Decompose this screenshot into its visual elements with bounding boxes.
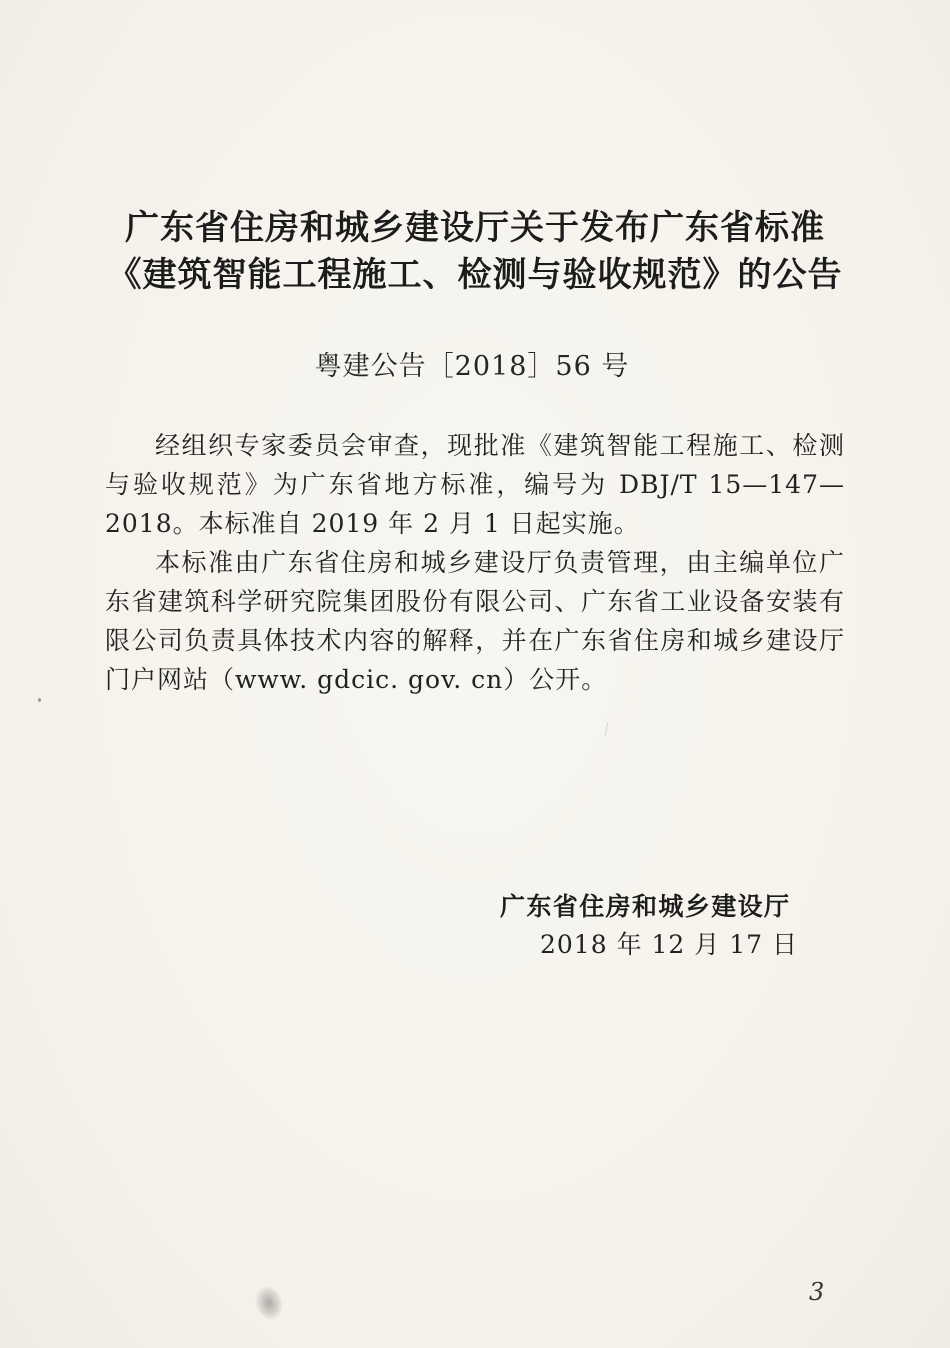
issuing-organization: 广东省住房和城乡建设厅 (500, 892, 791, 921)
signature-block (500, 888, 820, 964)
announcement-title (0, 205, 950, 299)
paragraph-line: 东省建筑科学研究院集团股份有限公司、广东省工业设备安装有 (105, 587, 845, 616)
paragraph-line: 2018。本标准自 2019 年 2 月 1 日起实施。 (105, 509, 640, 538)
paragraph-line: 门户网站（www. gdcic. gov. cn）公开。 (105, 665, 608, 694)
paragraph-line: 经组织专家委员会审查，现批准《建筑智能工程施工、检测 (155, 431, 845, 460)
issue-date: 2018 年 12 月 17 日 (540, 930, 798, 959)
document-number: 粤建公告［2018］56 号 (314, 351, 630, 382)
scan-speck (38, 698, 41, 702)
paragraph-2 (105, 543, 845, 699)
scan-smudge (252, 1283, 286, 1323)
announcement-body (105, 426, 845, 699)
title-line-2: 《建筑智能工程施工、检测与验收规范》的公告 (107, 255, 843, 295)
paragraph-line: 限公司负责具体技术内容的解释，并在广东省住房和城乡建设厅 (105, 626, 845, 655)
scan-faint-mark (605, 722, 609, 736)
paragraph-1 (105, 426, 845, 543)
paragraph-line: 本标准由广东省住房和城乡建设厅负责管理，由主编单位广 (155, 548, 845, 577)
title-line-1: 广东省住房和城乡建设厅关于发布广东省标准 (125, 208, 825, 248)
paragraph-line: 与验收规范》为广东省地方标准，编号为 DBJ/T 15—147— (105, 470, 845, 499)
page-number: 3 (809, 1278, 825, 1306)
